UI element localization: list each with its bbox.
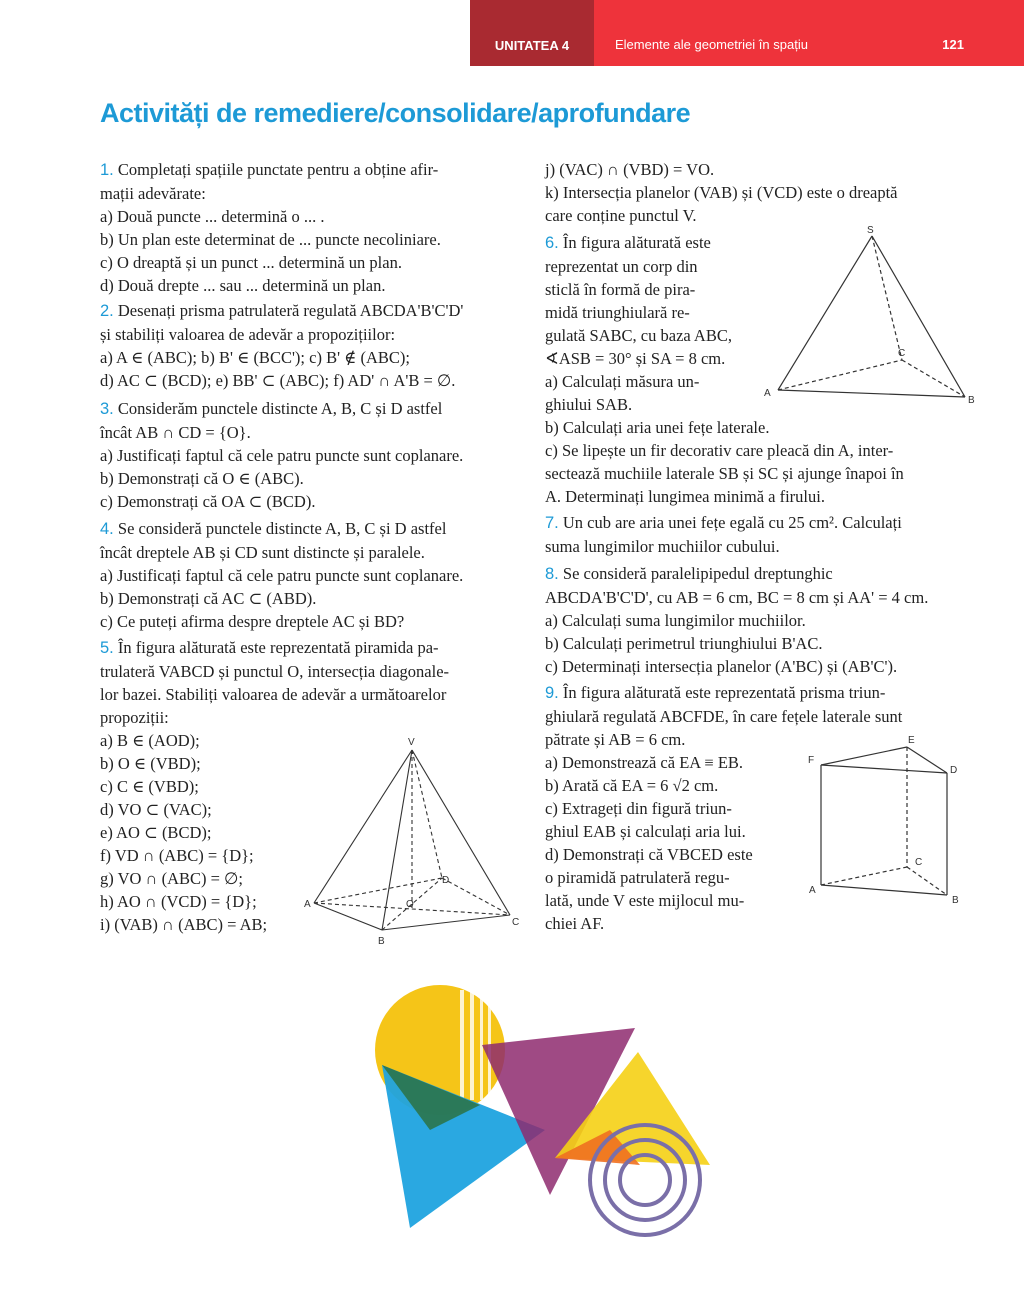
problem-line	[545, 586, 928, 609]
problem-text: c) C ∈ (VBD);	[100, 777, 199, 796]
problem-text: În figura alăturată este reprezentată prisma triun-	[562, 683, 886, 702]
problem-text: k) Intersecția planelor (VAB) și (VCD) este o dreaptă	[545, 183, 898, 202]
problem-line	[100, 610, 463, 633]
problem-line	[545, 655, 928, 678]
label-f: F	[808, 755, 815, 766]
problem-line	[545, 485, 904, 508]
problem-text: a) Demonstrează că EA ≡ EB.	[545, 753, 744, 772]
label-b: B	[378, 936, 385, 947]
problem-text: A. Determinați lungimea minimă a firului.	[545, 487, 825, 506]
problem-text: propoziții:	[100, 708, 169, 727]
problem-line	[545, 562, 928, 586]
problem-text: c) Se lipește un fir decorativ care pleacă din A, inter-	[545, 441, 894, 460]
figure-triangular-prism	[805, 735, 975, 910]
problem-text: b) Demonstrați că AC ⊂ (ABD).	[100, 589, 317, 608]
problem-line	[100, 636, 449, 660]
problem-text: reprezentat un corp din	[545, 257, 698, 276]
problem-text: o piramidă patrulateră regu-	[545, 868, 730, 887]
label-e: E	[908, 735, 915, 746]
problem-text: ghiului SAB.	[545, 395, 633, 414]
problem-text: b) O ∈ (VBD);	[100, 754, 201, 773]
label-d: D	[442, 875, 450, 886]
decorative-geometric-artwork	[370, 980, 720, 1235]
problem-line	[545, 705, 902, 728]
problem-text: h) AO ∩ (VCD) = {D};	[100, 892, 257, 911]
problem-text: c) Determinați intersecția planelor (A'BC) și (AB'C').	[545, 657, 898, 676]
problem-text: chiei AF.	[545, 914, 605, 933]
problem-line	[545, 609, 928, 632]
problem-line	[545, 462, 904, 485]
label-b: B	[952, 895, 959, 906]
problem-line	[545, 632, 928, 655]
problem-line	[545, 439, 904, 462]
problem-text: sticlă în formă de pira-	[545, 280, 696, 299]
problem-text: Se consideră punctele distincte A, B, C și D astfel	[117, 519, 447, 538]
problem-text: Se consideră paralelipipedul dreptunghic	[562, 564, 833, 583]
problem-text: d) Două drepte ... sau ... determină un plan.	[100, 276, 386, 295]
problem-number: 8.	[545, 565, 559, 583]
problem-text: și stabiliți valoarea de adevăr a propozițiilor:	[100, 325, 396, 344]
problem-text: j) (VAC) ∩ (VBD) = VO.	[545, 160, 715, 179]
problem-line	[545, 912, 902, 935]
problem-text: b) Un plan este determinat de ... puncte necoliniare.	[100, 230, 441, 249]
problem-text: b) Calculați perimetrul triunghiului B'AC.	[545, 634, 823, 653]
problem-line	[100, 541, 463, 564]
problem-line	[100, 467, 463, 490]
problem-text: sectează muchiile laterale SB și SC și ajunge înapoi în	[545, 464, 904, 483]
label-a: A	[304, 899, 311, 910]
problem-line	[100, 205, 441, 228]
label-c: C	[512, 917, 520, 928]
problem-text: f) VD ∩ (ABC) = {D};	[100, 846, 254, 865]
label-c: C	[915, 857, 923, 868]
problem-text: midă triunghiulară re-	[545, 303, 690, 322]
problem-line	[100, 397, 463, 421]
label-a: A	[764, 388, 771, 399]
problem-text: c) Extrageți din figură triun-	[545, 799, 732, 818]
problem-p5b	[545, 158, 898, 227]
problem-line	[100, 274, 441, 297]
problem-text: c) O dreaptă și un punct ... determină un plan.	[100, 253, 402, 272]
problem-line	[100, 346, 463, 369]
problem-number: 7.	[545, 514, 559, 532]
problem-text: încât AB ∩ CD = {O}.	[100, 423, 251, 442]
problem-text: În figura alăturată este	[562, 233, 711, 252]
problem-number: 6.	[545, 234, 559, 252]
problem-text: Considerăm punctele distincte A, B, C și D astfel	[117, 399, 443, 418]
figure-quadrilateral-pyramid	[300, 735, 530, 950]
problem-p1	[100, 158, 441, 297]
unit-label: UNITATEA 4	[470, 0, 594, 66]
problem-text: lată, unde V este mijlocul mu-	[545, 891, 745, 910]
problem-text: încât dreptele AB și CD sunt distincte și paralele.	[100, 543, 425, 562]
label-d: D	[950, 765, 958, 776]
problem-line	[100, 251, 441, 274]
problem-p2	[100, 299, 463, 392]
problem-text: c) Ce puteți afirma despre dreptele AC și BD?	[100, 612, 405, 631]
problem-text: pătrate și AB = 6 cm.	[545, 730, 686, 749]
problem-line	[545, 535, 902, 558]
problem-line	[545, 158, 898, 181]
problem-number: 1.	[100, 161, 114, 179]
problem-text: ABCDA'B'C'D', cu AB = 6 cm, BC = 8 cm și AA' = 4 cm.	[545, 588, 929, 607]
problem-text: a) Calculați suma lungimilor muchiilor.	[545, 611, 806, 630]
problem-line	[100, 517, 463, 541]
problem-line	[100, 182, 441, 205]
problem-text: Un cub are aria unei fețe egală cu 25 cm². Calculați	[562, 513, 902, 532]
problem-number: 4.	[100, 520, 114, 538]
problem-p4	[100, 517, 463, 633]
problem-text: a) B ∈ (AOD);	[100, 731, 200, 750]
problem-text: ghiulară regulată ABCFDE, în care fețele laterale sunt	[545, 707, 903, 726]
problem-text: a) Justificați faptul că cele patru puncte sunt coplanare.	[100, 446, 464, 465]
problem-line	[100, 158, 441, 182]
label-a: A	[809, 885, 816, 896]
problem-text: trulateră VABCD și punctul O, intersecția diagonale-	[100, 662, 450, 681]
problem-text: În figura alăturată este reprezentată piramida pa-	[117, 638, 439, 657]
problem-text: suma lungimilor muchiilor cubului.	[545, 537, 780, 556]
figure-triangular-pyramid	[760, 222, 980, 412]
problem-text: i) (VAB) ∩ (ABC) = AB;	[100, 915, 268, 934]
problem-number: 3.	[100, 400, 114, 418]
problem-p8	[545, 562, 928, 678]
problem-text: Desenați prisma patrulateră regulată ABCDA'B'C'D'	[117, 301, 464, 320]
label-b: B	[968, 395, 975, 406]
problem-number: 9.	[545, 684, 559, 702]
problem-text: Completați spațiile punctate pentru a obține afir-	[117, 160, 439, 179]
problem-number: 5.	[100, 639, 114, 657]
problem-line	[100, 369, 463, 392]
problem-text: b) Arată că EA = 6 √2 cm.	[545, 776, 719, 795]
problem-text: d) AC ⊂ (BCD); e) BB' ⊂ (ABC); f) AD' ∩ A'B = ∅.	[100, 371, 456, 390]
page-header	[470, 0, 1024, 66]
problem-text: ∢ASB = 30° și SA = 8 cm.	[545, 349, 726, 368]
problem-text: d) Demonstrați că VBCED este	[545, 845, 753, 864]
problem-text: lor bazei. Stabiliți valoarea de adevăr a următoarelor	[100, 685, 447, 704]
problem-text: g) VO ∩ (ABC) = ∅;	[100, 869, 243, 888]
problem-line	[100, 564, 463, 587]
label-c: C	[898, 348, 906, 359]
problem-line	[100, 228, 441, 251]
problem-text: a) Calculați măsura un-	[545, 372, 700, 391]
problem-line	[100, 587, 463, 610]
problem-line	[100, 323, 463, 346]
problem-line	[100, 299, 463, 323]
problem-text: d) VO ⊂ (VAC);	[100, 800, 212, 819]
problem-line	[100, 490, 463, 513]
label-o: O	[406, 899, 414, 910]
problem-text: gulată SABC, cu baza ABC,	[545, 326, 732, 345]
problem-text: b) Calculați aria unei fețe laterale.	[545, 418, 770, 437]
problem-text: a) Justificați faptul că cele patru puncte sunt coplanare.	[100, 566, 464, 585]
problem-line	[100, 660, 449, 683]
problem-text: care conține punctul V.	[545, 206, 697, 225]
problem-text: a) A ∈ (ABC); b) B' ∈ (BCC'); c) B' ∉ (ABC);	[100, 348, 411, 367]
page-number: 121	[942, 37, 964, 52]
problem-line	[545, 681, 902, 705]
problem-line	[545, 511, 902, 535]
problem-text: e) AO ⊂ (BCD);	[100, 823, 212, 842]
problem-p3	[100, 397, 463, 513]
problem-text: a) Două puncte ... determină o ... .	[100, 207, 325, 226]
problem-p7	[545, 511, 902, 558]
page-title: Activități de remediere/consolidare/aprofundare	[100, 98, 691, 128]
label-v: V	[408, 737, 415, 748]
label-s: S	[867, 225, 874, 236]
problem-line	[100, 444, 463, 467]
problem-number: 2.	[100, 302, 114, 320]
problem-line	[545, 181, 898, 204]
problem-text: ghiul EAB și calculați aria lui.	[545, 822, 746, 841]
problem-line	[100, 683, 449, 706]
problem-text: b) Demonstrați că O ∈ (ABC).	[100, 469, 304, 488]
problem-text: c) Demonstrați că OA ⊂ (BCD).	[100, 492, 316, 511]
problem-line	[100, 706, 449, 729]
problem-text: mații adevărate:	[100, 184, 206, 203]
problem-line	[100, 421, 463, 444]
chapter-title: Elemente ale geometriei în spațiu	[615, 37, 808, 52]
problem-line	[545, 416, 904, 439]
